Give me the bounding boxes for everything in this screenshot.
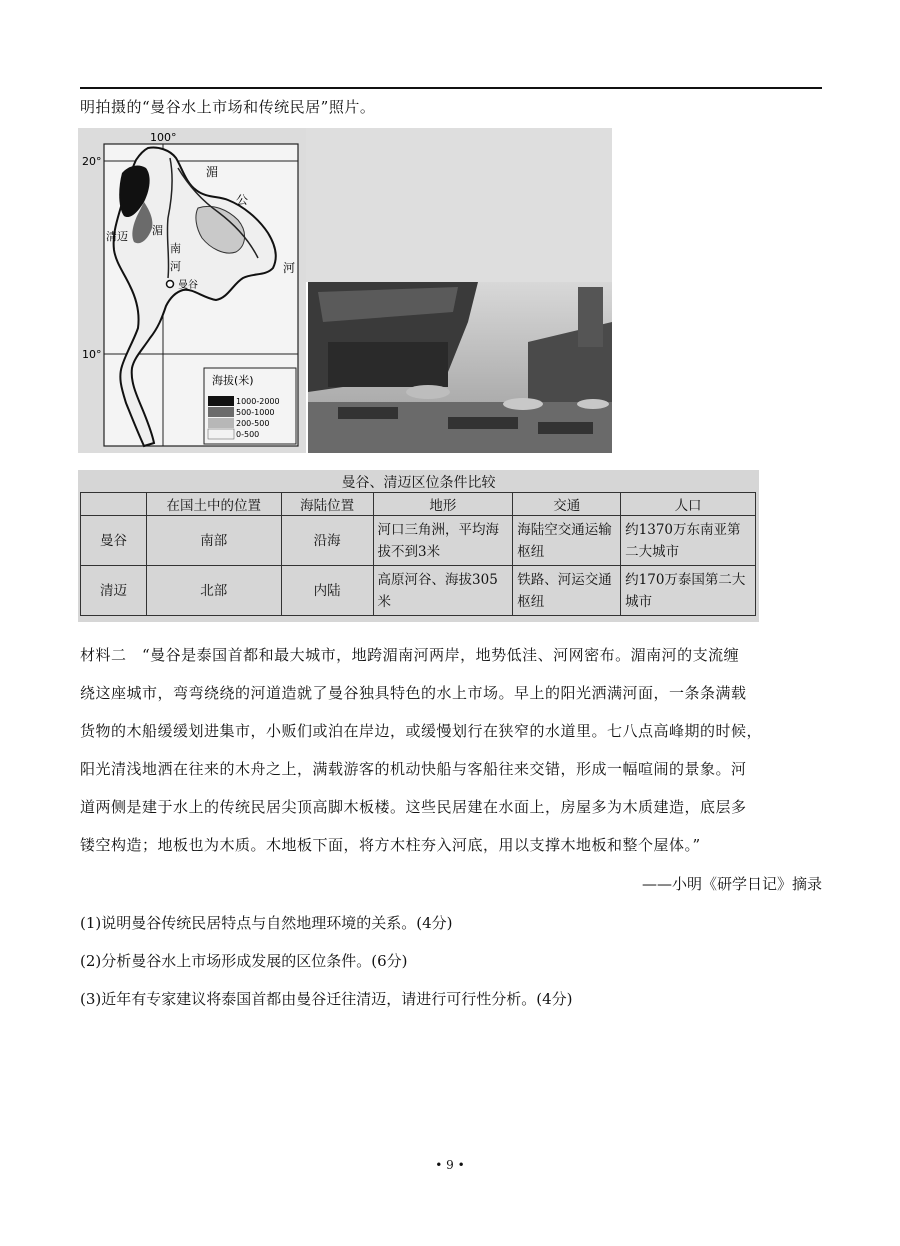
map-background [306,128,612,282]
legend-title: 海拔(米) [212,374,254,387]
legend-item: 1000-2000 [236,397,280,406]
label-qingmai: 清迈 [106,230,128,243]
legend-item: 500-1000 [236,408,275,417]
table-header-cell [81,493,147,516]
table-header-cell: 在国土中的位置 [146,493,281,516]
label-nan: 南 [170,242,181,255]
table-header-cell: 地形 [373,493,513,516]
label-mangu: 曼谷 [178,280,198,291]
table-cell: 内陆 [281,566,373,616]
table-cell: 约170万泰国第二大城市 [621,566,756,616]
legend-item: 0-500 [236,430,260,439]
comparison-table [78,470,759,622]
label-he-mekong: 河 [283,261,296,275]
material-line: 绕这座城市，弯弯绕绕的河道造就了曼谷独具特色的水上市场。早上的阳光洒满河面，一条条满载 [80,684,747,702]
question-1: (1)说明曼谷传统民居特点与自然地理环境的关系。(4分) [80,914,453,932]
label-gong: 公 [236,193,249,207]
table-caption: 曼谷、清迈区位条件比较 [341,475,496,491]
table-cell: 高原河谷、海拔305米 [373,566,513,616]
table-cell: 曼谷 [81,516,147,566]
floating-market-photo [308,282,612,453]
table-cell: 河口三角洲，平均海拔不到3米 [373,516,513,566]
table-cell: 约1370万东南亚第二大城市 [621,516,756,566]
question-2: (2)分析曼谷水上市场形成发展的区位条件。(6分) [80,952,408,970]
top-rule [80,87,822,89]
table-cell: 北部 [146,566,281,616]
table-cell: 海陆空交通运输枢纽 [513,516,621,566]
label-mei: 湄 [206,165,219,179]
table-header-cell: 人口 [621,493,756,516]
table-cell: 铁路、河运交通枢纽 [513,566,621,616]
table-row [81,516,756,566]
material-line: 镂空构造；地板也为木质。木地板下面，将方木柱夯入河底，用以支撑木地板和整个屋体。” [80,836,701,854]
table-cell: 南部 [146,516,281,566]
label-he: 河 [170,260,181,273]
lon-label: 100° [150,131,177,144]
material-line: 材料二 “曼谷是泰国首都和最大城市，地跨湄南河两岸，地势低洼、河网密布。湄南河的支流缠 [80,646,740,664]
question-3: (3)近年有专家建议将泰国首都由曼谷迁往清迈，请进行可行性分析。(4分) [80,990,573,1008]
table-header-cell: 海陆位置 [281,493,373,516]
lat-label-10: 10° [82,348,102,361]
table-header-row [81,493,756,516]
table-header-cell: 交通 [513,493,621,516]
table-row [81,566,756,616]
label-mei2: 湄 [152,224,163,237]
material-line: 货物的木船缓缓划进集市，小贩们或泊在岸边，或缓慢划行在狭窄的水道里。七八点高峰期的时候， [80,722,763,740]
thailand-map [78,128,306,453]
page-number: • 9 • [435,1158,465,1172]
table-cell: 沿海 [281,516,373,566]
material-line: 阳光清浅地洒在往来的木舟之上，满载游客的机动快船与客船往来交错，形成一幅喧闹的景象。河 [80,760,747,778]
map-svg [78,128,306,453]
signature: ——小明《研学日记》摘录 [641,875,822,893]
table-cell: 清迈 [81,566,147,616]
material-line: 道两侧是建于水上的传统民居尖顶高脚木板楼。这些民居建在水面上，房屋多为木质建造，底层多 [80,798,747,816]
lat-label-20: 20° [82,155,102,168]
legend-item: 200-500 [236,419,270,428]
intro-text: 明拍摄的“曼谷水上市场和传统民居”照片。 [80,98,376,116]
